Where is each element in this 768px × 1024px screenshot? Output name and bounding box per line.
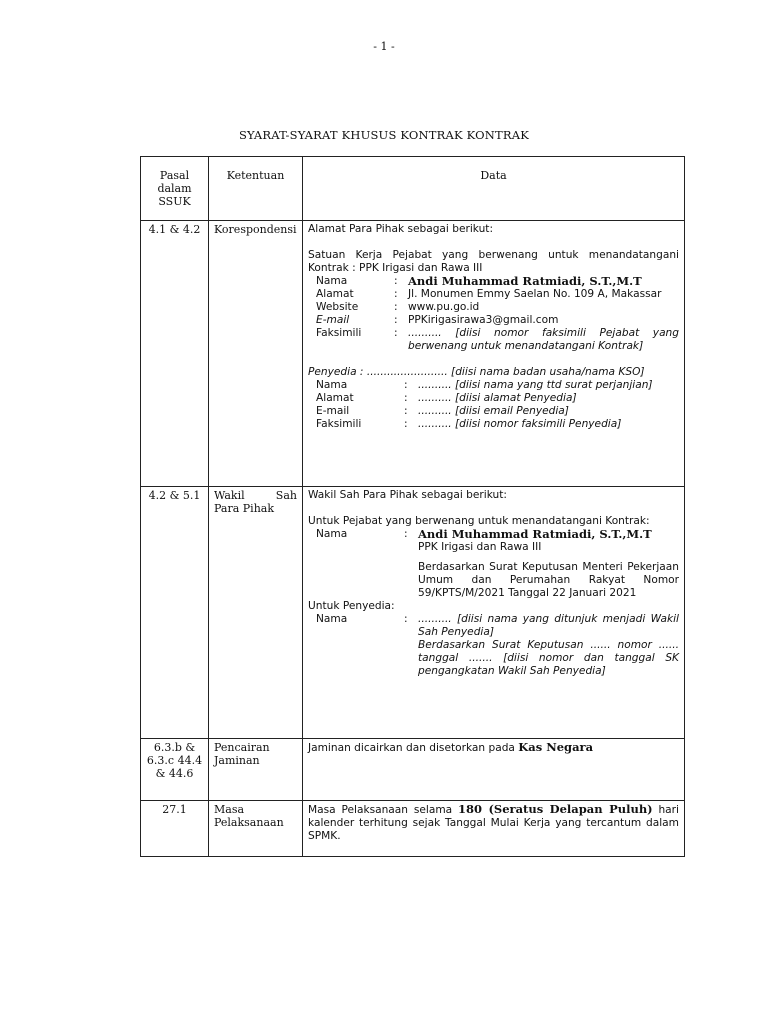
- field-value: Andi Muhammad Ratmiadi, S.T.,M.T: [418, 527, 652, 541]
- header-pasal: Pasal dalam SSUK: [141, 157, 209, 221]
- pejabat-email: E-mail : PPKirigasirawa3@gmail.com: [308, 314, 679, 327]
- field-label: E-mail: [316, 314, 350, 326]
- wakil-penyedia-nama: Nama : .......... [diisi nama yang ditunjuk menjadi Wakil Sah Penyedia]: [316, 613, 679, 638]
- field-label: Nama: [316, 613, 348, 625]
- field-value: www.pu.go.id: [408, 301, 480, 313]
- document-title: SYARAT-SYARAT KHUSUS KONTRAK KONTRAK: [238, 128, 530, 142]
- masa-post: hari kalender terhitung sejak Tanggal Mulai Kerja yang tercantum dalam SPMK.: [308, 804, 679, 842]
- field-value: PPKirigasirawa3@gmail.com: [408, 314, 559, 326]
- table-header-row: [141, 157, 685, 221]
- field-value: .......... [diisi email Penyedia]: [418, 405, 569, 417]
- ketentuan-cell: Masa Pelaksanaan: [209, 801, 303, 857]
- field-value: .......... [diisi nama yang ttd surat perjanjian]: [418, 379, 653, 391]
- ketentuan-cell: Korespondensi: [209, 221, 303, 487]
- field-label: E-mail: [316, 405, 350, 417]
- field-value: Jl. Monumen Emmy Saelan No. 109 A, Makassar: [408, 288, 662, 300]
- data-cell: [303, 221, 685, 487]
- penyedia-nama: Nama : .......... [diisi nama yang ttd surat perjanjian]: [308, 379, 679, 392]
- data-cell: [303, 487, 685, 739]
- table-row: [141, 487, 685, 739]
- wakil-penyedia-dasar: [308, 639, 679, 678]
- field-label: Website: [316, 301, 359, 313]
- field-value: .......... [diisi alamat Penyedia]: [418, 392, 577, 404]
- wakil-pejabat-nama: Nama : Andi Muhammad Ratmiadi, S.T.,M.T: [308, 528, 679, 541]
- dasar-text: Berdasarkan Surat Keputusan ...... nomor ...... tanggal ....... [diisi nomor dan tanggal SK pengangkatan Wakil Sah Penyedia]: [418, 639, 679, 677]
- field-value: .......... [diisi nomor faksimili Pejabat yang berwenang untuk menandatangani Kontrak]: [408, 327, 679, 352]
- satker-text: Satuan Kerja Pejabat yang berwenang untuk menandatangani Kontrak : PPK Irigasi dan Rawa III: [308, 249, 679, 274]
- penyedia-label: Untuk Penyedia:: [308, 600, 395, 612]
- field-label: Faksimili: [316, 418, 362, 430]
- wakil-pejabat-jabatan: [308, 541, 679, 554]
- field-label: Alamat: [316, 392, 354, 404]
- pejabat-nama: Nama : Andi Muhammad Ratmiadi, S.T.,M.T: [308, 275, 679, 288]
- ssuk-table: [140, 156, 685, 857]
- pejabat-website: Website : www.pu.go.id: [308, 301, 679, 314]
- data-cell: [303, 739, 685, 801]
- field-value: .......... [diisi nama yang ditunjuk menjadi Wakil Sah Penyedia]: [418, 613, 679, 638]
- pasal-cell: 27.1: [141, 801, 209, 857]
- field-label: Nama: [316, 379, 348, 391]
- jaminan-bold: Kas Negara: [518, 740, 594, 754]
- table-row: [141, 221, 685, 487]
- field-value: .......... [diisi nomor faksimili Penyedia]: [418, 418, 622, 430]
- pejabat-faksimili: Faksimili : .......... [diisi nomor faksimili Pejabat yang berwenang untuk menandatangani Kontrak]: [316, 327, 679, 352]
- pejabat-alamat: Alamat : Jl. Monumen Emmy Saelan No. 109 A, Makassar: [308, 288, 679, 301]
- header-data: Data: [303, 157, 685, 221]
- dasar-text: Berdasarkan Surat Keputusan Menteri Pekerjaan Umum dan Perumahan Rakyat Nomor 59/KPTS/M/2021 Tanggal 22 Januari 2021: [418, 561, 679, 599]
- penyedia-email: E-mail : .......... [diisi email Penyedia]: [308, 405, 679, 418]
- page-number: - 1 -: [373, 40, 395, 53]
- table-row: [141, 739, 685, 801]
- penyedia-faksimili: Faksimili : .......... [diisi nomor faksimili Penyedia]: [308, 418, 679, 431]
- field-label: Alamat: [316, 288, 354, 300]
- jaminan-text: Jaminan dicairkan dan disetorkan pada: [308, 742, 515, 754]
- table-row: [141, 801, 685, 857]
- wakil-pejabat-dasar: [308, 561, 679, 600]
- penyedia-label: Penyedia : ........................ [diisi nama badan usaha/nama KSO]: [308, 366, 645, 378]
- field-label: Nama: [316, 528, 348, 540]
- pasal-cell: 4.2 & 5.1: [141, 487, 209, 739]
- intro-text: Alamat Para Pihak sebagai berikut:: [308, 223, 494, 235]
- data-cell: [303, 801, 685, 857]
- header-ketentuan: Ketentuan: [209, 157, 303, 221]
- pasal-cell: 6.3.b & 6.3.c 44.4 & 44.6: [141, 739, 209, 801]
- jabatan-text: PPK Irigasi dan Rawa III: [418, 541, 542, 553]
- penyedia-alamat: Alamat : .......... [diisi alamat Penyedia]: [308, 392, 679, 405]
- ketentuan-cell: Pencairan Jaminan: [209, 739, 303, 801]
- field-label: Nama: [316, 275, 348, 287]
- field-value: Andi Muhammad Ratmiadi, S.T.,M.T: [408, 274, 642, 288]
- pejabat-label: Untuk Pejabat yang berwenang untuk menandatangani Kontrak:: [308, 515, 650, 527]
- intro-text: Wakil Sah Para Pihak sebagai berikut:: [308, 489, 507, 501]
- field-label: Faksimili: [316, 327, 362, 339]
- masa-bold: 180 (Seratus Delapan Puluh): [457, 802, 653, 816]
- pasal-cell: 4.1 & 4.2: [141, 221, 209, 487]
- masa-pre: Masa Pelaksanaan selama: [308, 804, 453, 816]
- ketentuan-cell: Wakil Sah Para Pihak: [209, 487, 303, 739]
